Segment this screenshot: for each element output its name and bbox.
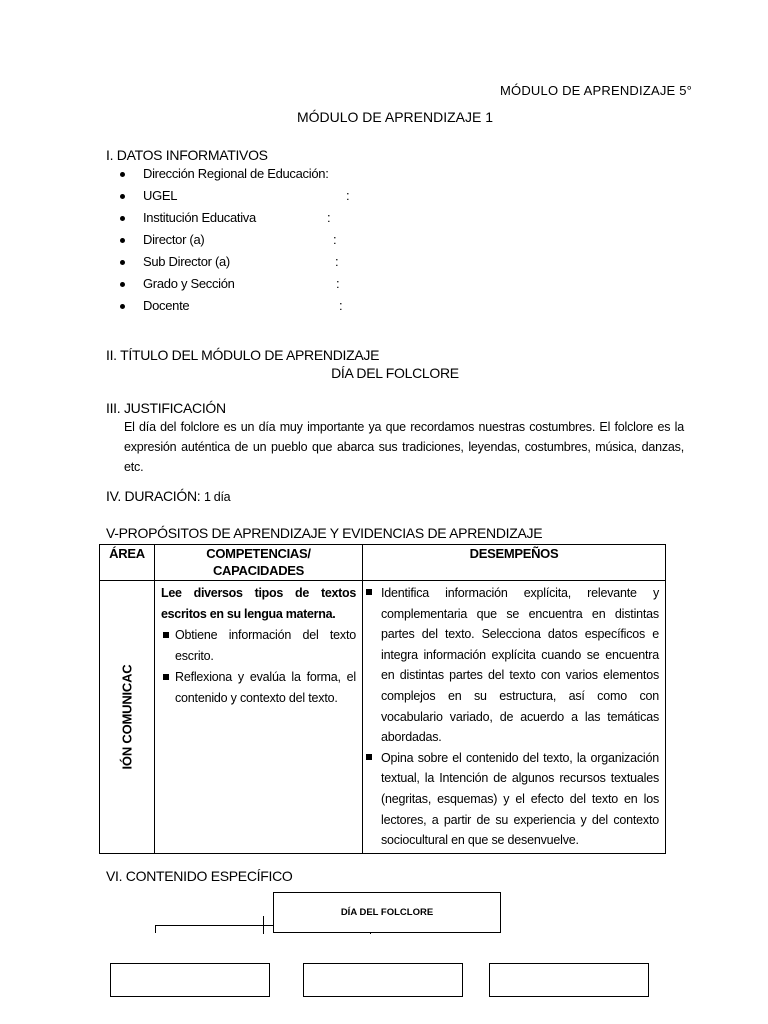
diagram-title-box: DÍA DEL FOLCLORE: [273, 892, 501, 933]
module-grade-header: MÓDULO DE APRENDIZAJE 5°: [500, 83, 693, 98]
section-contenido-heading: VI. CONTENIDO ESPECÍFICO: [106, 868, 293, 884]
bullet-icon: [120, 238, 125, 243]
bullet-icon: [120, 194, 125, 199]
module-title: DÍA DEL FOLCLORE: [331, 365, 459, 381]
bullet-icon: [120, 260, 125, 265]
document-title: MÓDULO DE APRENDIZAJE 1: [296, 109, 494, 125]
duracion-value: 1 día: [203, 490, 231, 504]
section-titulo-heading: II. TÍTULO DEL MÓDULO DE APRENDIZAJE: [106, 347, 380, 363]
list-item: Director (a) :: [120, 232, 520, 254]
list-item: Docente :: [120, 298, 520, 320]
header-area: ÁREA: [100, 545, 155, 581]
section-datos-heading: I. DATOS INFORMATIVOS: [106, 147, 268, 163]
diagram-empty-box: [110, 963, 270, 997]
list-item: Dirección Regional de Educación:: [120, 166, 520, 188]
desempenos-cell: [363, 581, 666, 854]
connector-line: [155, 925, 156, 933]
area-cell: [100, 581, 155, 854]
duracion-heading: IV. DURACIÓN:: [106, 488, 201, 504]
diagram-empty-box: [489, 963, 649, 997]
section-propositos-heading: V-PROPÓSITOS DE APRENDIZAJE Y EVIDENCIAS DE APRENDIZAJE: [106, 525, 543, 541]
diagram-empty-box: [303, 963, 463, 997]
connector-line: [263, 916, 264, 934]
square-bullet-icon: [163, 632, 169, 638]
bullet-icon: [120, 282, 125, 287]
capacidad-item: Reflexiona y evalúa la forma, el contenido y contexto del texto.: [161, 667, 356, 709]
bullet-icon: [120, 216, 125, 221]
section-justificacion-heading: III. JUSTIFICACIÓN: [106, 400, 226, 416]
bullet-icon: [120, 172, 125, 177]
square-bullet-icon: [366, 754, 372, 760]
header-competencias: COMPETENCIAS/ CAPACIDADES: [155, 545, 363, 581]
competencia-title: Lee diversos tipos de textos escritos en su lengua materna.: [161, 586, 356, 621]
square-bullet-icon: [163, 674, 169, 680]
list-item: UGEL :: [120, 188, 520, 210]
bullet-icon: [120, 304, 125, 309]
table-row: [100, 581, 666, 854]
justification-text: El día del folclore es un día muy importante ya que recordamos nuestras costumbres. El folclore es la expresión auténtica de un pueblo que abarca sus tradiciones, leyendas, costumbres, música, danzas, etc.: [124, 420, 684, 474]
capacidad-item: Obtiene información del texto escrito.: [161, 625, 356, 667]
desempeno-item: Identifica información explícita, relevante y complementaria que se encuentra en distintas partes del texto. Selecciona datos específicos e integra información explícita cuando se encuentra en distintas partes del texto con varios elementos complejos en su estructura, así como con vocabulario variado, de acuerdo a las temáticas abordadas.: [363, 583, 659, 748]
list-item: Sub Director (a) :: [120, 254, 520, 276]
list-item: Institución Educativa :: [120, 210, 520, 232]
section-duracion: [106, 488, 230, 504]
square-bullet-icon: [366, 589, 372, 595]
list-item: Grado y Sección :: [120, 276, 520, 298]
datos-informativos-list: [120, 166, 520, 320]
table-header-row: [100, 545, 666, 581]
desempeno-item: Opina sobre el contenido del texto, la organización textual, la Intención de algunos recursos textuales (negritas, esquemas) y el efecto del texto en los lectores, a partir de su experiencia y del contexto sociocultural en que se desenvuelve.: [363, 748, 659, 851]
competencias-cell: [155, 581, 363, 854]
header-desempenos: DESEMPEÑOS: [363, 545, 666, 581]
area-label: IÓN COMUNICAC: [119, 664, 135, 770]
propositos-table: [99, 544, 666, 854]
